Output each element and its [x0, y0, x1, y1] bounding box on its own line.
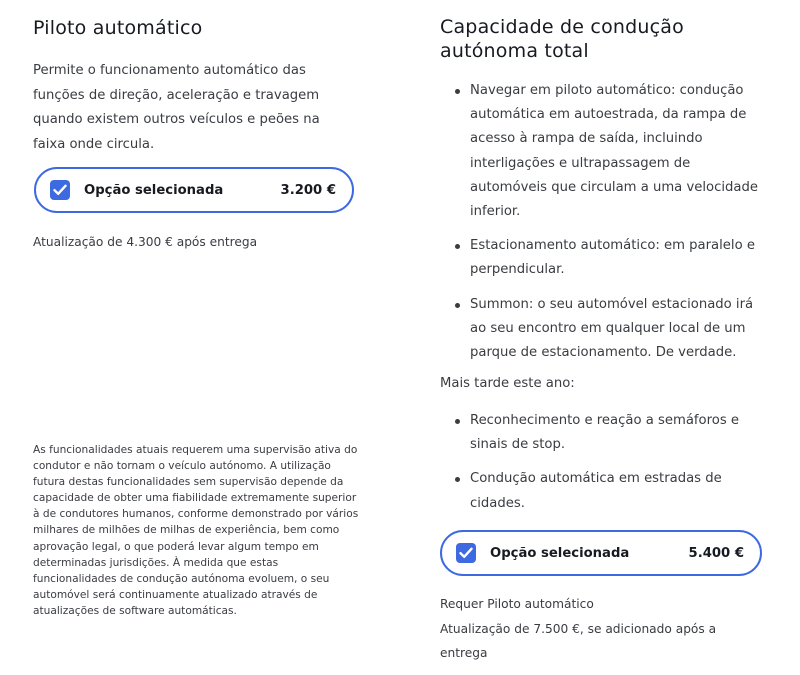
fsd-later-feature-list: [440, 409, 770, 526]
fsd-option-price: 5.400 €: [688, 545, 744, 561]
list-item: Navegar em piloto automático: condução automática em autoestrada, da rampa de acesso à rampa de saída, incluindo interligações e ultrapassagem de automóveis que circulam a uma velocidade inferior.: [440, 79, 770, 224]
checkmark-icon[interactable]: [456, 543, 476, 563]
fsd-requirement: Requer Piloto automático: [440, 597, 594, 611]
list-item: Condução automática em estradas de cidades.: [440, 467, 770, 515]
autopilot-title: Piloto automático: [33, 17, 203, 39]
autopilot-option-price: 3.200 €: [280, 182, 336, 198]
fsd-option-button[interactable]: [440, 530, 762, 576]
list-item: Summon: o seu automóvel estacionado irá ao seu encontro em qualquer local de um parque de estacionamento. De verdade.: [440, 293, 770, 366]
fsd-later-heading: Mais tarde este ano:: [440, 376, 575, 391]
list-item: Estacionamento automático: em paralelo e perpendicular.: [440, 234, 770, 282]
fsd-feature-list: [440, 79, 770, 375]
autopilot-upgrade-note: Atualização de 4.300 € após entrega: [33, 235, 258, 249]
fsd-option-label: Opção selecionada: [490, 545, 630, 561]
fsd-upgrade-note: Atualização de 7.500 €, se adicionado após a entrega: [440, 621, 717, 660]
fsd-notes: [440, 592, 740, 666]
autopilot-option-label: Opção selecionada: [84, 182, 224, 198]
fsd-title: Capacidade de condução autónoma total: [440, 16, 684, 62]
autopilot-option-button[interactable]: [34, 167, 354, 213]
autopilot-disclaimer: As funcionalidades atuais requerem uma supervisão ativa do condutor e não tornam o veículo autónomo. A utilização futura destas funcionalidades sem supervisão depende da capacidade de obter uma fiabilidade extremamente superior à de condutores humanos, conforme demonstrado por vários milhares de milhões de milhas de experiência, bem como aprovação legal, o que poderá levar algum tempo em determinadas jurisdições. À medida que estas funcionalidades de condução autónoma evoluem, o seu automóvel será continuamente atualizado através de atualizações de software automáticas.: [33, 444, 359, 617]
checkmark-icon[interactable]: [50, 180, 70, 200]
autopilot-description: Permite o funcionamento automático das funções de direção, aceleração e travagem quando existem outros veículos e peões na faixa onde circula.: [33, 63, 320, 152]
list-item: Reconhecimento e reação a semáforos e sinais de stop.: [440, 409, 770, 457]
